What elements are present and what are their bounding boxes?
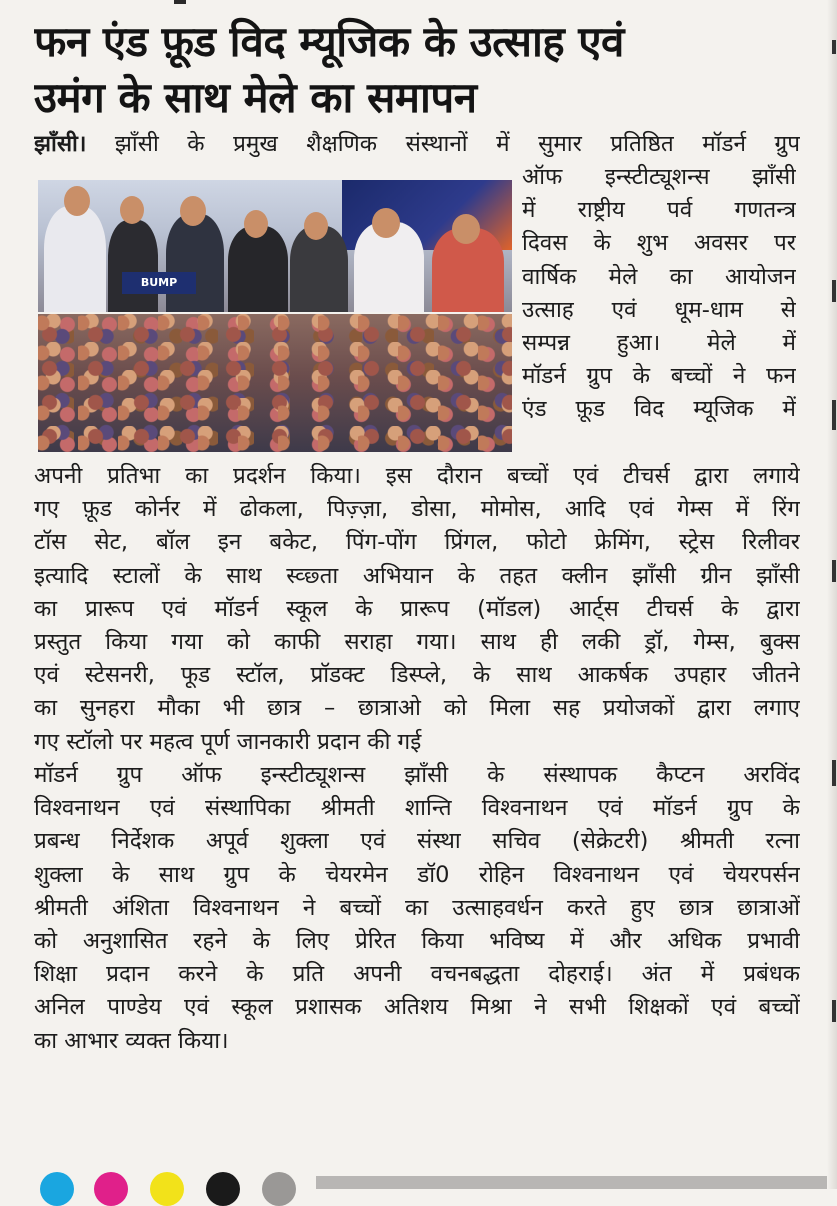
body-line: एवं स्टेसनरी, फूड स्टॉल, प्रॉडक्ट डिस्प्ले, के साथ आकर्षक उपहार जीतने: [34, 662, 800, 689]
article-paragraph-1: [34, 460, 800, 759]
wrap-line: सम्पन्न हुआ। मेले में: [522, 330, 796, 357]
magenta-dot: [94, 1172, 128, 1206]
headline-line-1: फन एंड फ़ूड विद म्यूजिक के उत्साह एवं: [34, 17, 624, 66]
body-line: इत्यादि स्टालों के साथ स्व्छ्ता अभियान के तहत क्लीन झाँसी ग्रीन झाँसी: [34, 562, 800, 589]
wrap-line: दिवस के शुभ अवसर पर: [522, 230, 796, 257]
body-line: टॉस सेट, बॉल इन बकेट, पिंग-पोंग प्रिंगल, फोटो फ्रेमिंग, स्ट्रेस रिलीवर: [34, 529, 800, 556]
body-line: श्रीमती अंशिता विश्वनाथन ने बच्चों का उत्साहवर्धन करते हुए छात्र छात्राओं: [34, 894, 800, 921]
body-line: अनिल पाण्डेय एवं स्कूल प्रशासक अतिशय मिश्रा ने सभी शिक्षकों एवं बच्चों: [34, 994, 800, 1021]
body-line: शुक्ला के साथ ग्रुप के चेयरमेन डॉ0 रोहिन विश्वनाथन एवं चेयरपर्सन: [34, 861, 800, 888]
body-line: गए फ़ूड कोर्नर में ढोकला, पिज़्ज़ा, डोसा, मोमोस, आदि एवं गेम्स में रिंग: [34, 496, 800, 523]
event-photo: [38, 180, 512, 452]
body-line: विश्वनाथन एवं संस्थापिका श्रीमती शान्ति विश्वनाथन एवं मॉडर्न ग्रुप के: [34, 795, 800, 822]
headline: [34, 14, 794, 126]
crop-mark: [174, 0, 186, 4]
grey-dot: [262, 1172, 296, 1206]
wrap-line: वार्षिक मेले का आयोजन: [522, 263, 796, 290]
body-line: प्रस्तुत किया गया को काफी सराहा गया। साथ ही लकी ड्रॉ, गेम्स, बुक्स: [34, 629, 800, 656]
first-line-text: झाँसी के प्रमुख शैक्षणिक संस्थानों में सुमार प्रतिष्ठित मॉडर्न ग्रुप: [114, 131, 800, 157]
black-dot: [206, 1172, 240, 1206]
body-line: का सुनहरा मौका भी छात्र – छात्राओ को मिला सह प्रयोजकों द्वारा लगाए: [34, 695, 800, 722]
headline-line-2: उमंग के साथ मेले का समापन: [34, 73, 477, 122]
wrap-line: ऑफ इन्स्टीट्यूशन्स झाँसी: [522, 164, 796, 190]
wrap-line: में राष्ट्रीय पर्व गणतन्त्र: [522, 197, 796, 224]
body-line: को अनुशासित रहने के लिए प्रेरित किया भविष्य में और अधिक प्रभावी: [34, 928, 800, 955]
grey-strip: [316, 1176, 837, 1189]
body-line: गए स्टॉलो पर महत्व पूर्ण जानकारी प्रदान की गई: [34, 728, 422, 755]
photo-crowd: [38, 314, 512, 452]
wrap-line: उत्साह एवं धूम-धाम से: [522, 296, 796, 323]
article-paragraph-2: [34, 759, 800, 1058]
photo-guests-stage: [38, 180, 512, 312]
body-line: प्रबन्ध निर्देशक अपूर्व शुक्ला एवं संस्था सचिव (सेक्रेटरी) श्रीमती रत्ना: [34, 828, 800, 855]
body-line: मॉडर्न ग्रुप ऑफ इन्स्टीट्यूशन्स झाँसी के संस्थापक कैप्टन अरविंद: [34, 762, 800, 788]
yellow-dot: [150, 1172, 184, 1206]
body-line: का आभार व्यक्त किया।: [34, 1027, 229, 1054]
wrap-line: एंड फ़ूड विद म्यूजिक में: [522, 396, 796, 423]
wrap-line: मॉडर्न ग्रुप के बच्चों ने फन: [522, 363, 796, 390]
dateline: झाँसी।: [34, 131, 87, 157]
cyan-dot: [40, 1172, 74, 1206]
article-wrap-column: [522, 161, 796, 427]
article-first-line: [34, 128, 800, 161]
body-line: अपनी प्रतिभा का प्रदर्शन किया। इस दौरान बच्चों एवं टीचर्स द्वारा लगाये: [34, 463, 800, 489]
body-line: का प्रारूप एवं मॉडर्न स्कूल के प्रारूप (मॉडल) आर्ट्स टीचर्स के द्वारा: [34, 595, 800, 622]
body-line: शिक्षा प्रदान करने के प्रति अपनी वचनबद्धता दोहराई। अंत में प्रबंधक: [34, 961, 800, 988]
photo-banner-text: BUMP: [122, 272, 196, 294]
